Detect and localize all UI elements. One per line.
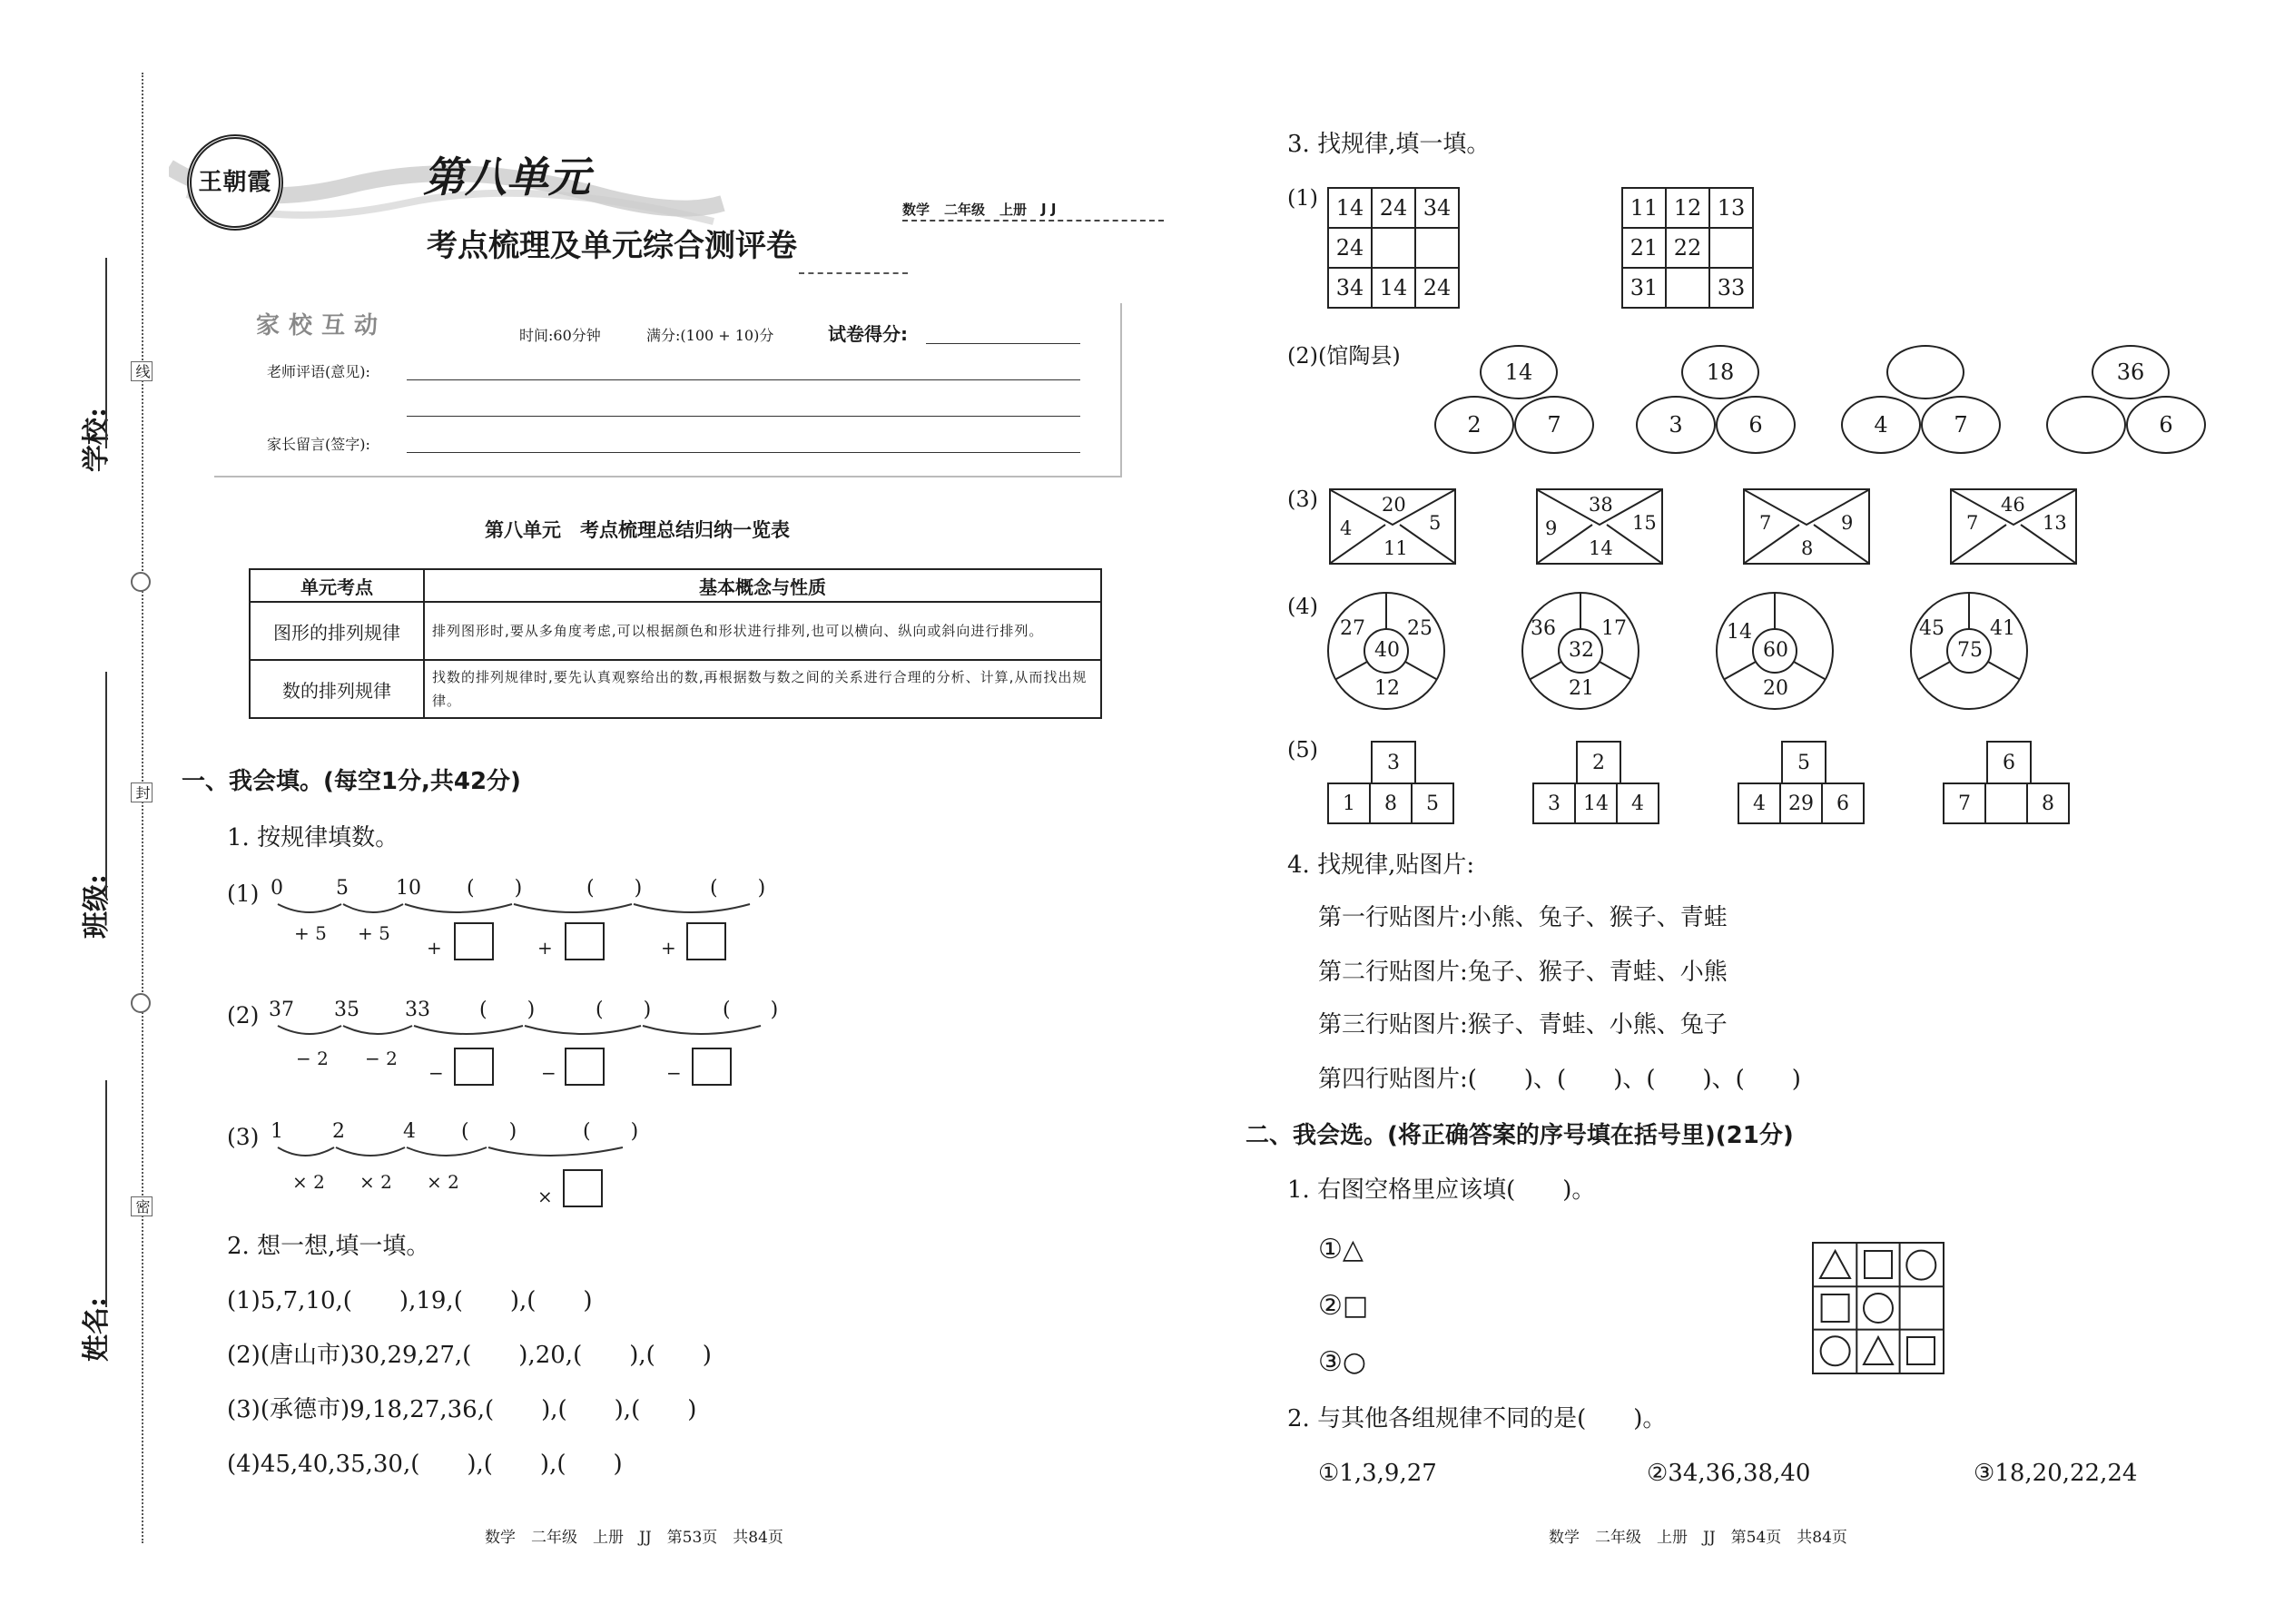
summary-title: 第八单元 考点梳理总结归纳一览表 — [485, 519, 790, 541]
square-shape — [1865, 1251, 1892, 1278]
summary-table — [249, 568, 1102, 719]
block-top-value: 3 — [1387, 751, 1400, 774]
grid-row — [1328, 228, 1459, 268]
teacher-comment-line-1[interactable] — [407, 379, 1080, 380]
number-grid-b — [1621, 187, 1754, 309]
grid-cell: 33 — [1709, 268, 1753, 308]
q1-2-op-box-1[interactable] — [454, 1048, 494, 1086]
oval-left-blank[interactable] — [2046, 396, 2126, 454]
name-label: 姓名: — [81, 1296, 113, 1362]
wheel-top-right: 17 — [1601, 617, 1627, 640]
grid-row — [1622, 268, 1753, 308]
block-figure-2 — [1532, 741, 1665, 828]
summary-row — [250, 602, 1101, 660]
summary-header-key: 单元考点 — [250, 569, 424, 602]
q3-2-label: (2)(馆陶县) — [1287, 343, 1401, 369]
envelope-right: 9 — [1841, 512, 1854, 534]
section2-title: 二、我会选。(将正确答案的序号填在括号里)(21分) — [1245, 1122, 1794, 1149]
q1-1-num-3: 10 — [396, 877, 421, 900]
block-figure-3 — [1738, 741, 1870, 828]
grid-cell: 24 — [1415, 268, 1459, 308]
grid-row — [1328, 268, 1459, 308]
envelope-2 — [1536, 488, 1663, 565]
block-cell: 4 — [1738, 783, 1780, 823]
block-top-value: 5 — [1797, 751, 1810, 774]
q1-3-num-2: 2 — [332, 1120, 345, 1143]
wheel-2 — [1520, 590, 1641, 712]
wheel-4 — [1908, 590, 2030, 712]
shape-grid-blank-cell[interactable] — [1899, 1286, 1943, 1329]
block-top-value: 2 — [1592, 751, 1605, 774]
class-label: 班级: — [81, 873, 113, 939]
choice2-option-1[interactable]: ①1,3,9,27 — [1318, 1460, 1437, 1487]
oval-left: 2 — [1434, 396, 1514, 454]
block-cell: 1 — [1328, 783, 1370, 823]
envelope-left: 7 — [1759, 512, 1772, 534]
q1-1-op-box-1[interactable] — [454, 922, 494, 960]
q2-item-1[interactable]: (1)5,7,10,( ),19,( ),( ) — [227, 1287, 593, 1314]
wheel-top-right: 41 — [1990, 617, 2015, 640]
wheel-center: 40 — [1374, 639, 1400, 662]
oval-right: 7 — [1921, 396, 2001, 454]
meta-time: 时间:60分钟 — [519, 327, 601, 344]
choice1-option-2[interactable]: ②□ — [1318, 1290, 1369, 1322]
q1-3-arcs — [223, 1144, 804, 1171]
q1-1-blank-3[interactable]: ( ) — [710, 877, 766, 900]
summary-row — [250, 660, 1101, 718]
subject-tag-grade: 二年级 — [944, 201, 986, 218]
block-row — [1738, 782, 1865, 824]
choice1-option-1[interactable]: ①△ — [1318, 1234, 1364, 1265]
wheel-center: 75 — [1957, 639, 1983, 662]
oval-group-2 — [1636, 345, 1845, 463]
envelope-top: 20 — [1382, 494, 1406, 516]
oval-right: 7 — [1514, 396, 1594, 454]
q1-2-blank-3[interactable]: ( ) — [723, 999, 779, 1021]
q1-2-op-2: − 2 — [365, 1048, 398, 1069]
q1-3-op-box-1[interactable] — [563, 1169, 603, 1207]
q1-1-op-2: + 5 — [358, 922, 390, 944]
unit-subtitle: 考点梳理及单元综合测评卷 — [427, 228, 797, 264]
binding-mark-1: 线 — [131, 361, 153, 381]
summary-value: 找数的排列规律时,要先认真观察给出的数,再根据数与数之间的关系进行合理的分析、计算,从而找出规律。 — [424, 660, 1101, 718]
grid-cell: 14 — [1328, 188, 1372, 228]
q1-2-num-1: 37 — [269, 999, 294, 1021]
logo-seal — [187, 134, 283, 231]
q1-1-num-2: 5 — [336, 877, 349, 900]
q1-3-label: (3) — [227, 1124, 260, 1150]
meta-score-label: 试卷得分: — [828, 323, 908, 345]
binding-mark-2: 封 — [131, 782, 153, 802]
q1-1-label: (1) — [227, 881, 260, 907]
q1-1-op-box-3[interactable] — [686, 922, 726, 960]
q1-2-op-1: − 2 — [296, 1048, 329, 1069]
q1-1-op-box-2[interactable] — [565, 922, 605, 960]
block-row — [1532, 782, 1659, 824]
q1-3-blank-2[interactable]: ( ) — [583, 1120, 639, 1143]
q3-3-label: (3) — [1287, 487, 1318, 512]
oval-group-1 — [1434, 345, 1643, 463]
grid-cell-blank[interactable] — [1372, 228, 1415, 268]
oval-right: 6 — [1716, 396, 1796, 454]
grid-cell-blank[interactable] — [1666, 268, 1709, 308]
q1-sequence-3 — [223, 1120, 804, 1220]
q1-1-op-3: + — [427, 937, 442, 959]
header-dashed-divider — [799, 272, 908, 274]
summary-key: 图形的排列规律 — [250, 602, 424, 660]
block-row-cells — [1533, 783, 1659, 823]
parent-comment-line[interactable] — [407, 452, 1080, 453]
oval-group-3 — [1841, 345, 2050, 463]
q4-row-3: 第三行贴图片:猴子、青蛙、小熊、兔子 — [1318, 1011, 1728, 1038]
choice1-title[interactable]: 1. 右图空格里应该填( )。 — [1287, 1176, 1596, 1204]
parent-comment-label: 家长留言(签字): — [267, 436, 370, 453]
choice1-option-3[interactable]: ③○ — [1318, 1346, 1367, 1378]
q1-sequence-1 — [223, 877, 804, 977]
grid-cell: 34 — [1415, 188, 1459, 228]
oval-top: 18 — [1681, 345, 1759, 399]
q1-1-blank-2[interactable]: ( ) — [586, 877, 643, 900]
grid-cell: 21 — [1622, 228, 1666, 268]
envelope-right: 15 — [1632, 512, 1657, 534]
home-school-label: 家校互动 — [256, 312, 388, 340]
block-cell: 14 — [1575, 783, 1617, 823]
q4-title: 4. 找规律,贴图片: — [1287, 851, 1475, 879]
binding-hole-1 — [131, 572, 151, 592]
block-row — [1943, 782, 2070, 824]
circle-shape — [1864, 1294, 1893, 1323]
wheel-top-left: 45 — [1919, 617, 1944, 640]
summary-header-row — [250, 569, 1101, 602]
block-cell: 8 — [1370, 783, 1412, 823]
logo-text: 王朝霞 — [198, 169, 272, 196]
q3-4-label: (4) — [1287, 594, 1318, 619]
q1-1-blank-1[interactable]: ( ) — [467, 877, 523, 900]
envelope-bottom: 8 — [1801, 537, 1814, 559]
q1-2-op-4: − — [541, 1062, 556, 1084]
envelope-3 — [1743, 488, 1870, 565]
choice2-option-2[interactable]: ②34,36,38,40 — [1647, 1460, 1811, 1487]
q3-5-label: (5) — [1287, 737, 1318, 763]
binding-hole-2 — [131, 993, 151, 1013]
binding-mark-3: 密 — [131, 1196, 153, 1216]
block-top — [1576, 741, 1621, 784]
section1-title: 一、我会填。(每空1分,共42分) — [182, 768, 521, 795]
block-cell: 7 — [1944, 783, 1985, 823]
wheel-top-left: 27 — [1340, 617, 1365, 640]
q1-2-op-box-3[interactable] — [692, 1048, 732, 1086]
q1-3-op-1: × 2 — [292, 1171, 325, 1193]
block-row-cells — [1944, 783, 2069, 823]
q2-title: 2. 想一想,填一填。 — [227, 1233, 430, 1260]
grid-cell: 31 — [1622, 268, 1666, 308]
subject-tag-volume: 上册 — [999, 201, 1028, 218]
wheel-top-right: 25 — [1407, 617, 1433, 640]
block-top — [1986, 741, 2032, 784]
q2-item-3[interactable]: (3)(承德市)9,18,27,36,( ),( ),( ) — [227, 1396, 697, 1423]
grid-cell: 11 — [1622, 188, 1666, 228]
q1-3-blank-1[interactable]: ( ) — [461, 1120, 517, 1143]
q2-item-4[interactable]: (4)45,40,35,30,( ),( ),( ) — [227, 1451, 623, 1478]
q1-1-op-5: + — [661, 937, 676, 959]
q4-row-2: 第二行贴图片:兔子、猴子、青蛙、小熊 — [1318, 959, 1728, 986]
square-shape — [1907, 1337, 1935, 1364]
summary-key: 数的排列规律 — [250, 660, 424, 718]
block-row-cells — [1328, 783, 1453, 823]
summary-value: 排列图形时,要从多角度考虑,可以根据颜色和形状进行排列,也可以横向、纵向或斜向进行排列。 — [424, 602, 1101, 660]
choice2-title[interactable]: 2. 与其他各组规律不同的是( )。 — [1287, 1405, 1667, 1432]
q4-row-4[interactable]: 第四行贴图片:( )、( )、( )、( ) — [1318, 1066, 1801, 1093]
envelope-left: 7 — [1966, 512, 1979, 534]
grid-row — [1622, 188, 1753, 228]
class-field[interactable] — [105, 672, 107, 899]
wheel-3 — [1714, 590, 1836, 712]
wheel-bottom: 20 — [1763, 677, 1788, 700]
q1-1-num-1: 0 — [271, 877, 283, 900]
envelope-left: 4 — [1340, 517, 1353, 539]
q1-sequence-2 — [223, 999, 804, 1098]
oval-right: 6 — [2126, 396, 2206, 454]
left-page-footer: 数学 二年级 上册 JJ 第53页 共84页 — [485, 1529, 783, 1547]
unit-title: 第八单元 — [423, 153, 590, 202]
meta-score-total: 满分:(100 + 10)分 — [646, 327, 774, 344]
grid-cell: 24 — [1372, 188, 1415, 228]
q3-title: 3. 找规律,填一填。 — [1287, 131, 1491, 158]
oval-top: 36 — [2092, 345, 2170, 399]
q1-3-op-2: × 2 — [359, 1171, 392, 1193]
block-cell: 6 — [1822, 783, 1864, 823]
oval-left: 3 — [1636, 396, 1716, 454]
oval-top-blank[interactable] — [1886, 345, 1964, 399]
q4-row-1: 第一行贴图片:小熊、兔子、猴子、青蛙 — [1318, 904, 1728, 931]
wheel-bottom: 21 — [1569, 677, 1594, 700]
wheel-top-left: 14 — [1727, 621, 1752, 644]
envelope-left: 9 — [1545, 517, 1558, 539]
q1-3-num-3: 4 — [403, 1120, 416, 1143]
grid-cell: 22 — [1666, 228, 1709, 268]
dotted-cut-line — [142, 73, 143, 1543]
envelope-1 — [1329, 488, 1456, 565]
envelope-right: 13 — [2043, 512, 2067, 534]
q1-3-num-1: 1 — [271, 1120, 283, 1143]
subject-tag-bar — [902, 198, 1164, 221]
oval-left: 4 — [1841, 396, 1921, 454]
score-input-line[interactable] — [926, 343, 1080, 344]
school-field[interactable] — [105, 258, 107, 448]
q1-2-op-3: − — [428, 1062, 444, 1084]
square-shape — [1822, 1294, 1849, 1322]
wheel-top-left: 36 — [1531, 617, 1556, 640]
triangle-shape — [1820, 1251, 1850, 1278]
grid-cell: 24 — [1328, 228, 1372, 268]
block-figure-1 — [1327, 741, 1460, 828]
circle-shape — [1906, 1251, 1935, 1280]
wheel-center: 32 — [1569, 639, 1594, 662]
subject-tag-edition: J J — [1041, 201, 1057, 217]
name-field[interactable] — [105, 1080, 107, 1307]
teacher-comment-line-2[interactable] — [407, 416, 1080, 417]
q1-2-label: (2) — [227, 1002, 260, 1029]
block-top — [1781, 741, 1826, 784]
grid-cell: 14 — [1372, 268, 1415, 308]
envelope-top: 38 — [1589, 494, 1613, 516]
envelope-right: 5 — [1429, 512, 1442, 534]
q1-3-op-3: × 2 — [427, 1171, 459, 1193]
grid-cell-blank[interactable] — [1415, 228, 1459, 268]
grid-cell-blank[interactable] — [1709, 228, 1753, 268]
q1-1-op-1: + 5 — [294, 922, 327, 944]
oval-top: 14 — [1480, 345, 1558, 399]
q1-2-blank-1[interactable]: ( ) — [479, 999, 536, 1021]
right-page-footer: 数学 二年级 上册 JJ 第54页 共84页 — [1549, 1529, 1847, 1547]
subject-tag-subject: 数学 — [902, 201, 930, 218]
summary-header-value: 基本概念与性质 — [424, 569, 1101, 602]
block-cell: 4 — [1617, 783, 1659, 823]
envelope-bottom: 14 — [1589, 537, 1613, 559]
block-cell-blank[interactable] — [1985, 783, 2027, 823]
grid-cell: 34 — [1328, 268, 1372, 308]
block-cell: 8 — [2027, 783, 2069, 823]
q1-1-op-4: + — [537, 937, 553, 959]
circle-shape — [1821, 1336, 1850, 1365]
q1-title: 1. 按规律填数。 — [227, 824, 399, 851]
block-cell: 29 — [1780, 783, 1822, 823]
block-cell: 5 — [1412, 783, 1453, 823]
envelope-bottom: 11 — [1383, 537, 1408, 559]
grid-row — [1328, 188, 1459, 228]
block-row-cells — [1738, 783, 1864, 823]
block-top-value: 6 — [2003, 751, 2015, 774]
oval-group-4 — [2046, 345, 2255, 463]
binding-margin — [0, 0, 172, 1624]
q1-3-op-4: × — [537, 1186, 553, 1207]
q1-2-blank-2[interactable]: ( ) — [596, 999, 652, 1021]
block-top — [1371, 741, 1416, 784]
grid-cell: 13 — [1709, 188, 1753, 228]
wheel-center: 60 — [1763, 639, 1788, 662]
block-row — [1327, 782, 1454, 824]
q1-2-op-5: − — [666, 1062, 682, 1084]
block-cell: 3 — [1533, 783, 1575, 823]
school-label: 学校: — [81, 407, 113, 472]
grid-row — [1622, 228, 1753, 268]
triangle-shape — [1864, 1337, 1893, 1364]
q1-2-arcs — [223, 1022, 804, 1049]
envelope-4 — [1950, 488, 2077, 565]
q3-1-label: (1) — [1287, 185, 1318, 211]
wheel-1 — [1325, 590, 1447, 712]
number-grid-a — [1327, 187, 1460, 309]
q2-item-2[interactable]: (2)(唐山市)30,29,27,( ),20,( ),( ) — [227, 1342, 712, 1369]
q1-2-op-box-2[interactable] — [565, 1048, 605, 1086]
q1-2-num-2: 35 — [334, 999, 359, 1021]
choice2-option-3[interactable]: ③18,20,22,24 — [1974, 1460, 2138, 1487]
q1-2-num-3: 33 — [405, 999, 430, 1021]
shape-grid — [1812, 1242, 1944, 1374]
block-figure-4 — [1943, 741, 2075, 828]
grid-cell: 12 — [1666, 188, 1709, 228]
envelope-top: 46 — [2001, 494, 2025, 516]
wheel-bottom: 12 — [1374, 677, 1400, 700]
teacher-comment-label: 老师评语(意见): — [267, 363, 370, 380]
